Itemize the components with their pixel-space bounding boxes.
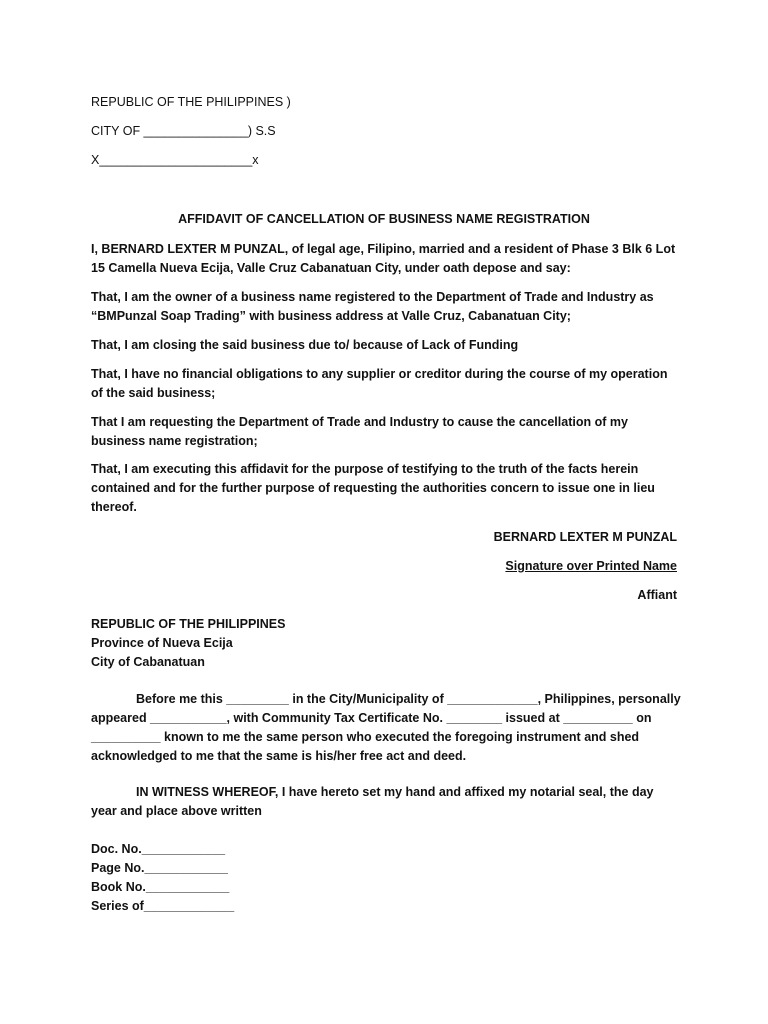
doc-number-entry: Doc. No.____________ <box>91 842 226 856</box>
jurat-paragraph: Before me this _________ in the City/Municipality of _____________, Philippines, personally appeared ___________, with Community Tax Certificate No. ________ issued at __________ on __________ known to me the same person who executed the foregoing instrument and shed acknowledged to me that the same is his/her free act and deed. <box>91 692 681 763</box>
caption-republic: REPUBLIC OF THE PHILIPPINES ) <box>91 95 291 109</box>
page-number-entry: Page No.____________ <box>91 861 228 875</box>
caption-separator: X______________________x <box>91 153 259 167</box>
clause-owner: That, I am the owner of a business name registered to the Department of Trade and Industry as “BMPunzal Soap Trading” with business address at Valle Cruz, Cabanatuan City; <box>91 290 654 323</box>
caption-city: CITY OF _______________) S.S <box>91 124 276 138</box>
witness-paragraph: IN WITNESS WHEREOF, I have hereto set my hand and affixed my notarial seal, the day year and place above written <box>91 785 654 818</box>
series-entry: Series of_____________ <box>91 899 235 913</box>
clause-closing-reason: That, I am closing the said business due to/ because of Lack of Funding <box>91 338 519 352</box>
affiant-role: Affiant <box>637 588 677 602</box>
book-number-entry: Book No.____________ <box>91 880 230 894</box>
notary-province: Province of Nueva Ecija <box>91 636 233 650</box>
clause-no-obligations: That, I have no financial obligations to any supplier or creditor during the course of my operation of the said business; <box>91 367 668 400</box>
intro-paragraph: I, BERNARD LEXTER M PUNZAL, of legal age, Filipino, married and a resident of Phase 3 Blk 6 Lot 15 Camella Nueva Ecija, Valle Cruz Cabanatuan City, under oath depose and say: <box>91 242 676 275</box>
clause-purpose: That, I am executing this affidavit for the purpose of testifying to the truth of the facts herein contained and for the further purpose of requesting the authorities concern to issue one in lieu thereof. <box>91 462 655 514</box>
notary-city: City of Cabanatuan <box>91 655 205 669</box>
notary-republic: REPUBLIC OF THE PHILIPPINES <box>91 617 286 631</box>
clause-request-cancellation: That I am requesting the Department of Trade and Industry to cause the cancellation of my business name registration; <box>91 415 628 448</box>
affiant-name: BERNARD LEXTER M PUNZAL <box>493 530 677 544</box>
signature-caption: Signature over Printed Name <box>505 559 677 573</box>
document-title: AFFIDAVIT OF CANCELLATION OF BUSINESS NAME REGISTRATION <box>178 212 590 226</box>
